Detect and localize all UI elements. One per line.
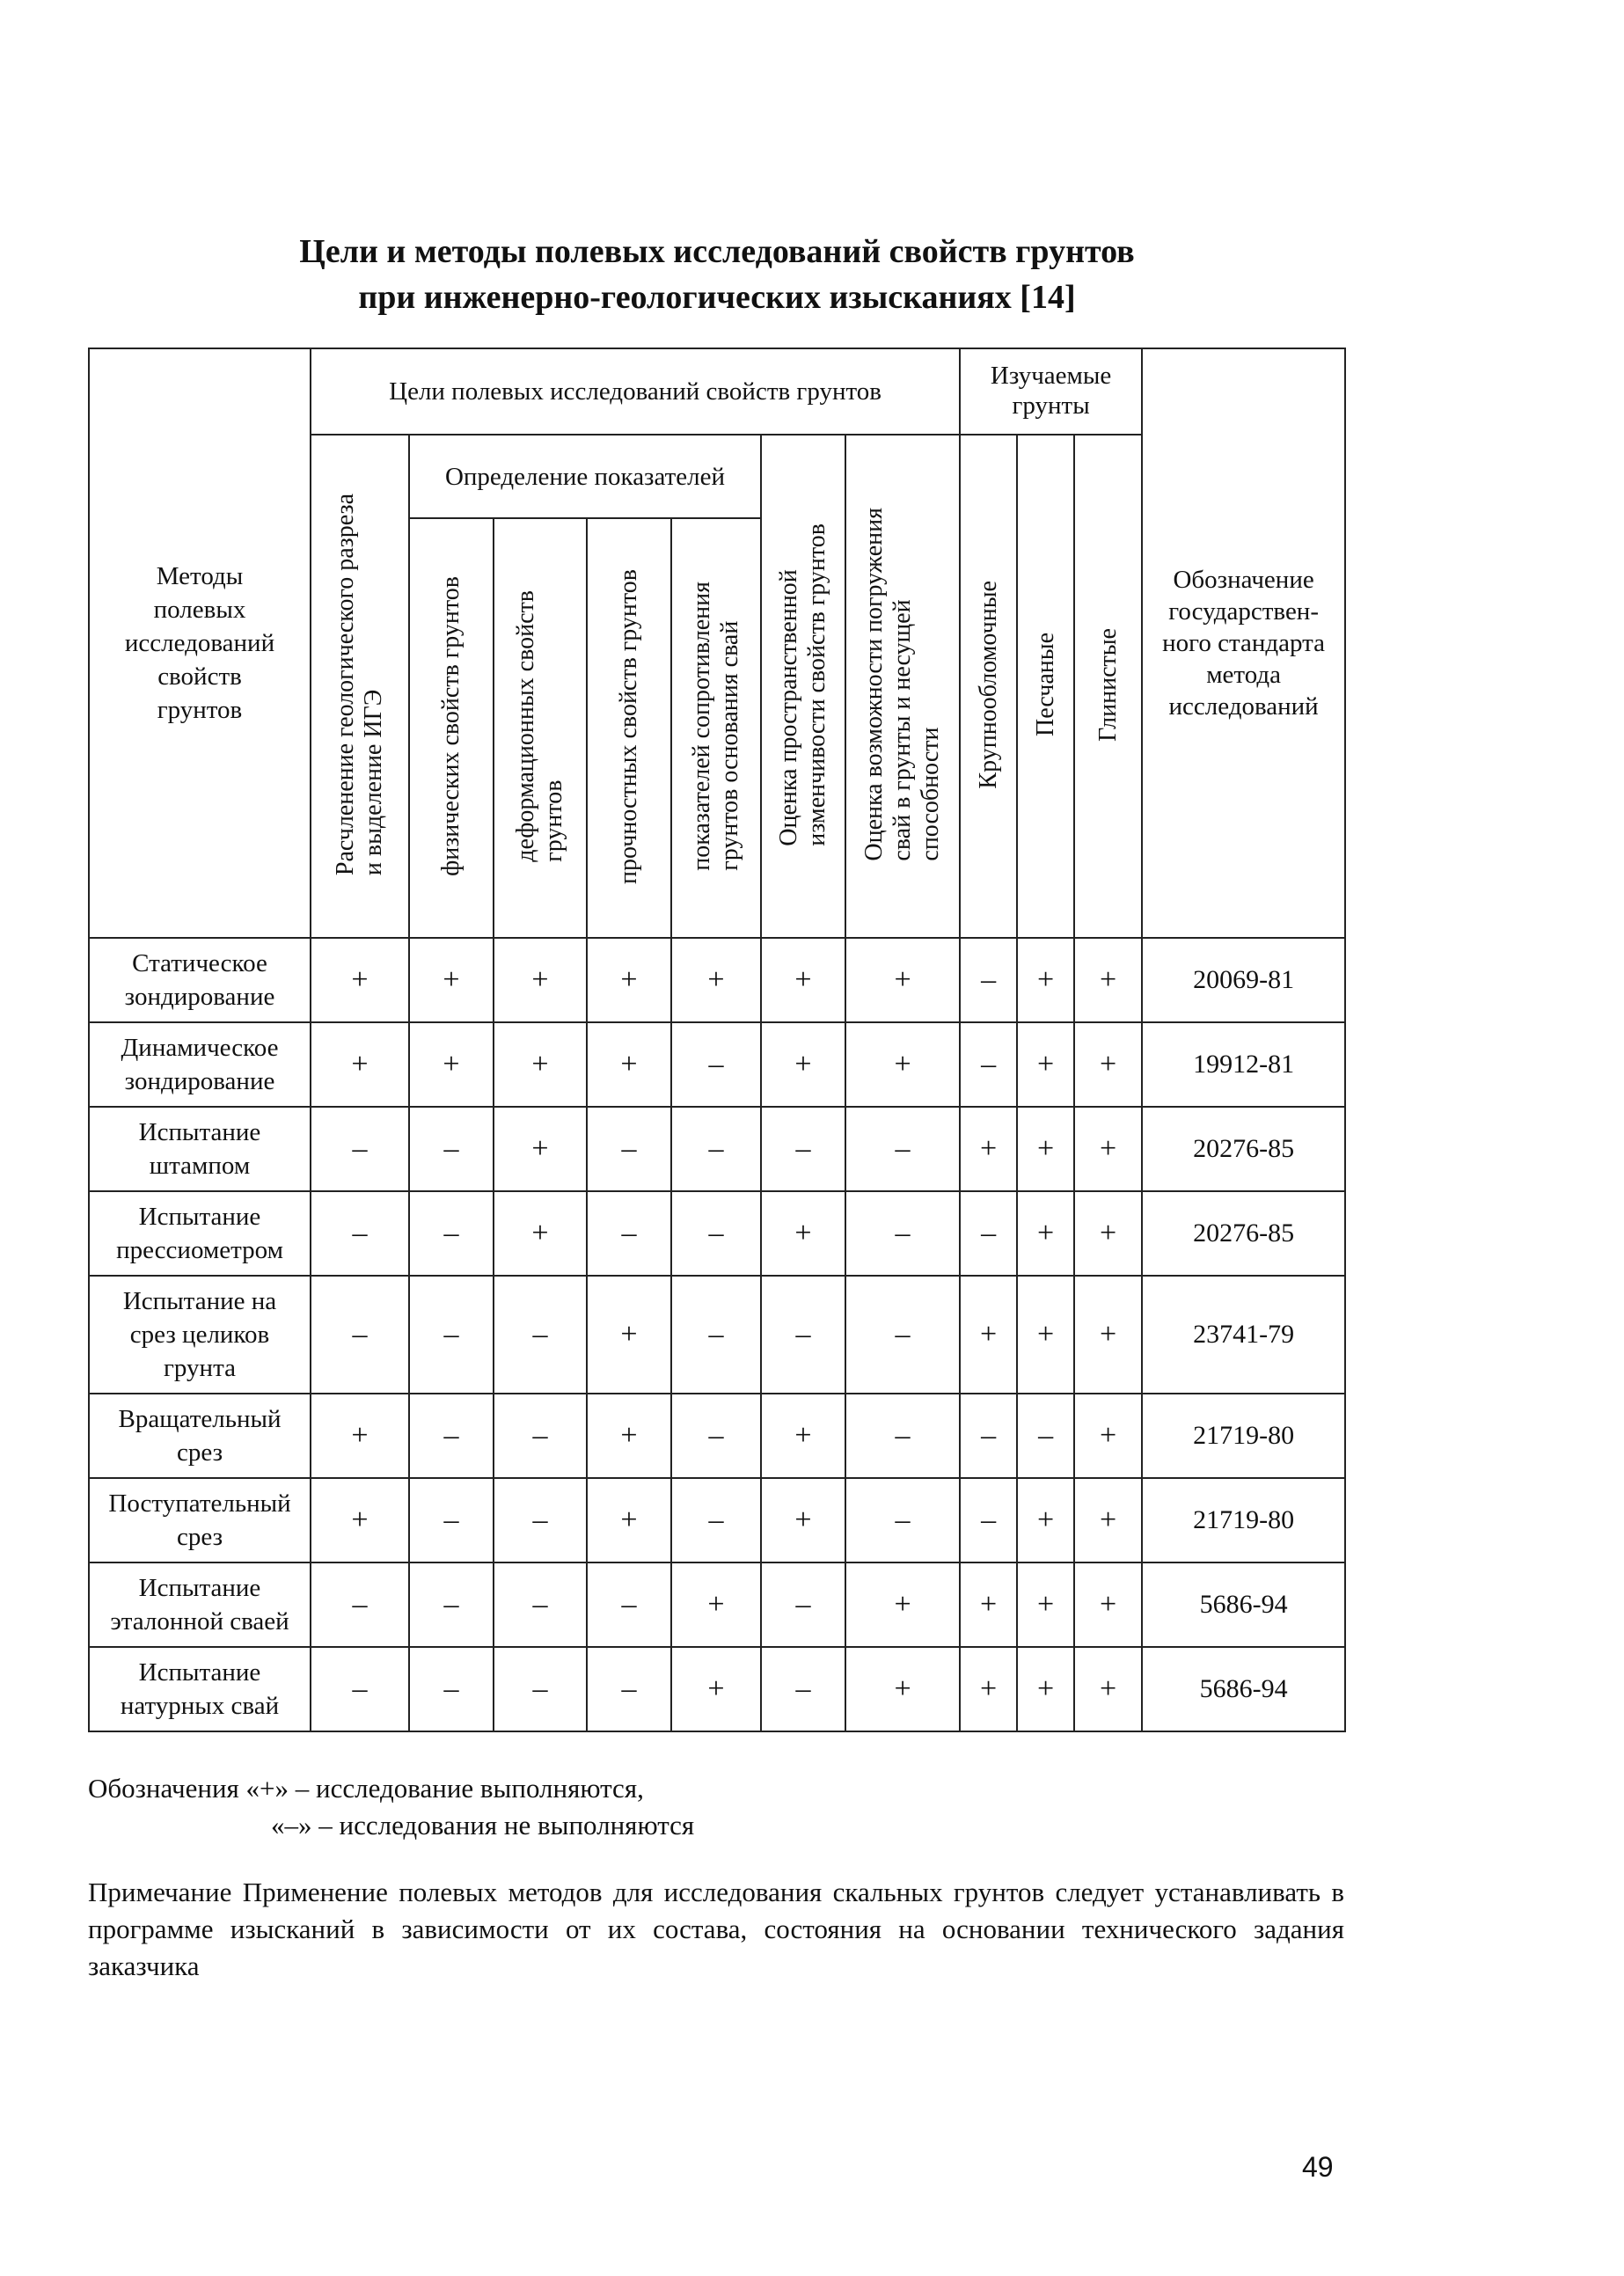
row-standard-code: 20069-81 [1142, 938, 1345, 1022]
row-mark: – [845, 1478, 960, 1562]
row-mark: + [311, 1022, 409, 1107]
row-standard-code: 21719-80 [1142, 1394, 1345, 1478]
row-mark: + [1017, 1022, 1074, 1107]
table-row [89, 938, 1345, 1022]
row-mark: – [409, 1191, 494, 1276]
row-method: Испытание прессиометром [89, 1191, 311, 1276]
row-mark: + [1074, 1276, 1142, 1394]
row-mark: + [587, 938, 671, 1022]
header-soils: Изучаемые грунты [960, 348, 1142, 435]
row-mark: – [311, 1191, 409, 1276]
page-title [0, 229, 1434, 320]
row-mark: – [587, 1562, 671, 1647]
table-row [89, 1562, 1345, 1647]
row-mark: – [845, 1276, 960, 1394]
table-row [89, 1647, 1345, 1731]
row-mark: + [1017, 1276, 1074, 1394]
row-mark: + [409, 938, 494, 1022]
header-col-pile: показателей сопротивления грунтов основания свай [671, 518, 761, 938]
row-mark: + [1017, 1562, 1074, 1647]
legend [88, 1770, 694, 1844]
row-mark: + [494, 938, 587, 1022]
row-mark: + [671, 938, 761, 1022]
row-mark: – [671, 1022, 761, 1107]
row-mark: – [409, 1478, 494, 1562]
row-mark: – [494, 1478, 587, 1562]
legend-plus: Обозначения «+» – исследование выполняются, [88, 1773, 644, 1804]
row-mark: + [960, 1562, 1017, 1647]
row-mark: + [311, 1478, 409, 1562]
header-methods: Методы полевых исследований свойств грунтов [89, 348, 311, 938]
row-standard-code: 21719-80 [1142, 1478, 1345, 1562]
row-standard-code: 20276-85 [1142, 1107, 1345, 1191]
header-col-geo: Расчленение геологического разреза и выделение ИГЭ [311, 435, 409, 938]
row-mark: + [1017, 1647, 1074, 1731]
row-mark: – [845, 1107, 960, 1191]
row-mark: – [494, 1647, 587, 1731]
row-mark: – [761, 1276, 845, 1394]
row-standard-code: 5686-94 [1142, 1562, 1345, 1647]
note: Примечание Применение полевых методов для исследования скальных грунтов следует устанавливать в программе изысканий в зависимости от их состава, состояния на основании технического задания заказчика [88, 1877, 1344, 1981]
table-row [89, 1276, 1345, 1394]
row-mark: + [845, 1562, 960, 1647]
row-mark: – [960, 1478, 1017, 1562]
row-method: Поступательный срез [89, 1478, 311, 1562]
table-row [89, 1478, 1345, 1562]
row-mark: + [1017, 1191, 1074, 1276]
title-line-2: при инженерно-геологических изысканиях [14] [358, 279, 1076, 316]
table-row [89, 1107, 1345, 1191]
row-mark: – [845, 1191, 960, 1276]
row-mark: + [1074, 1107, 1142, 1191]
row-standard-code: 5686-94 [1142, 1647, 1345, 1731]
row-mark: – [494, 1276, 587, 1394]
table-row [89, 1022, 1345, 1107]
header-col-phys: физических свойств грунтов [409, 518, 494, 938]
row-mark: – [671, 1191, 761, 1276]
row-mark: – [587, 1647, 671, 1731]
row-standard-code: 23741-79 [1142, 1276, 1345, 1394]
header-col-capacity: Оценка возможности погружения свай в грунты и несущей способности [845, 435, 960, 938]
row-mark: + [671, 1647, 761, 1731]
row-mark: + [960, 1276, 1017, 1394]
row-mark: – [587, 1191, 671, 1276]
row-mark: + [1074, 1394, 1142, 1478]
row-mark: + [1017, 1107, 1074, 1191]
row-method: Испытание на срез целиков грунта [89, 1276, 311, 1394]
row-mark: – [671, 1107, 761, 1191]
row-mark: + [1074, 938, 1142, 1022]
row-mark: + [960, 1647, 1017, 1731]
row-method: Испытание эталонной сваей [89, 1562, 311, 1647]
row-mark: + [311, 1394, 409, 1478]
header-col-clay: Глинистые [1074, 435, 1142, 938]
row-mark: + [1074, 1478, 1142, 1562]
table-row [89, 1394, 1345, 1478]
row-mark: – [311, 1276, 409, 1394]
row-mark: + [409, 1022, 494, 1107]
row-mark: + [761, 1478, 845, 1562]
row-mark: + [845, 938, 960, 1022]
row-mark: + [761, 1022, 845, 1107]
header-col-sand: Песчаные [1017, 435, 1074, 938]
row-mark: – [960, 1022, 1017, 1107]
row-method: Испытание штампом [89, 1107, 311, 1191]
row-mark: + [494, 1191, 587, 1276]
row-method: Динамическое зондирование [89, 1022, 311, 1107]
row-mark: – [494, 1394, 587, 1478]
row-mark: – [311, 1107, 409, 1191]
header-indicators: Определение показателей [409, 435, 761, 518]
row-mark: – [761, 1647, 845, 1731]
row-mark: – [311, 1562, 409, 1647]
row-mark: + [494, 1022, 587, 1107]
row-mark: – [409, 1647, 494, 1731]
row-mark: + [1074, 1562, 1142, 1647]
page-number: 49 [1302, 2151, 1334, 2183]
row-mark: – [1017, 1394, 1074, 1478]
row-mark: + [761, 1394, 845, 1478]
row-method: Статическое зондирование [89, 938, 311, 1022]
row-standard-code: 19912-81 [1142, 1022, 1345, 1107]
row-mark: – [409, 1562, 494, 1647]
header-col-deform: деформационных свойств грунтов [494, 518, 587, 938]
row-mark: – [671, 1478, 761, 1562]
row-mark: + [761, 1191, 845, 1276]
row-mark: – [587, 1107, 671, 1191]
row-mark: + [1074, 1647, 1142, 1731]
row-mark: – [671, 1276, 761, 1394]
row-mark: – [761, 1107, 845, 1191]
table-row [89, 1191, 1345, 1276]
row-method: Вращательный срез [89, 1394, 311, 1478]
row-mark: + [587, 1394, 671, 1478]
header-col-strength: прочностных свойств грунтов [587, 518, 671, 938]
row-mark: – [761, 1562, 845, 1647]
row-standard-code: 20276-85 [1142, 1191, 1345, 1276]
row-mark: – [409, 1107, 494, 1191]
row-mark: + [587, 1478, 671, 1562]
title-line-1: Цели и методы полевых исследований свойств грунтов [299, 233, 1135, 270]
row-mark: + [671, 1562, 761, 1647]
row-mark: + [1074, 1191, 1142, 1276]
row-mark: – [409, 1276, 494, 1394]
row-mark: + [311, 938, 409, 1022]
row-mark: + [845, 1022, 960, 1107]
methods-table [88, 348, 1346, 1732]
header-standard: Обозначение государствен- ного стандарта метода исследований [1142, 348, 1345, 938]
row-mark: – [960, 1191, 1017, 1276]
row-mark: + [494, 1107, 587, 1191]
row-mark: + [845, 1647, 960, 1731]
row-mark: + [1074, 1022, 1142, 1107]
legend-minus: «–» – исследования не выполняются [271, 1810, 695, 1841]
row-mark: + [761, 938, 845, 1022]
row-mark: – [409, 1394, 494, 1478]
header-goals: Цели полевых исследований свойств грунтов [311, 348, 960, 435]
row-mark: + [960, 1107, 1017, 1191]
row-mark: + [1017, 1478, 1074, 1562]
row-mark: – [494, 1562, 587, 1647]
row-mark: + [1017, 938, 1074, 1022]
row-mark: – [311, 1647, 409, 1731]
row-mark: – [960, 1394, 1017, 1478]
row-mark: + [587, 1276, 671, 1394]
header-col-spatial: Оценка пространственной изменчивости свойств грунтов [761, 435, 845, 938]
row-mark: – [845, 1394, 960, 1478]
row-mark: – [960, 938, 1017, 1022]
row-method: Испытание натурных свай [89, 1647, 311, 1731]
header-col-coarse: Крупнообломочные [960, 435, 1017, 938]
row-mark: + [587, 1022, 671, 1107]
row-mark: – [671, 1394, 761, 1478]
